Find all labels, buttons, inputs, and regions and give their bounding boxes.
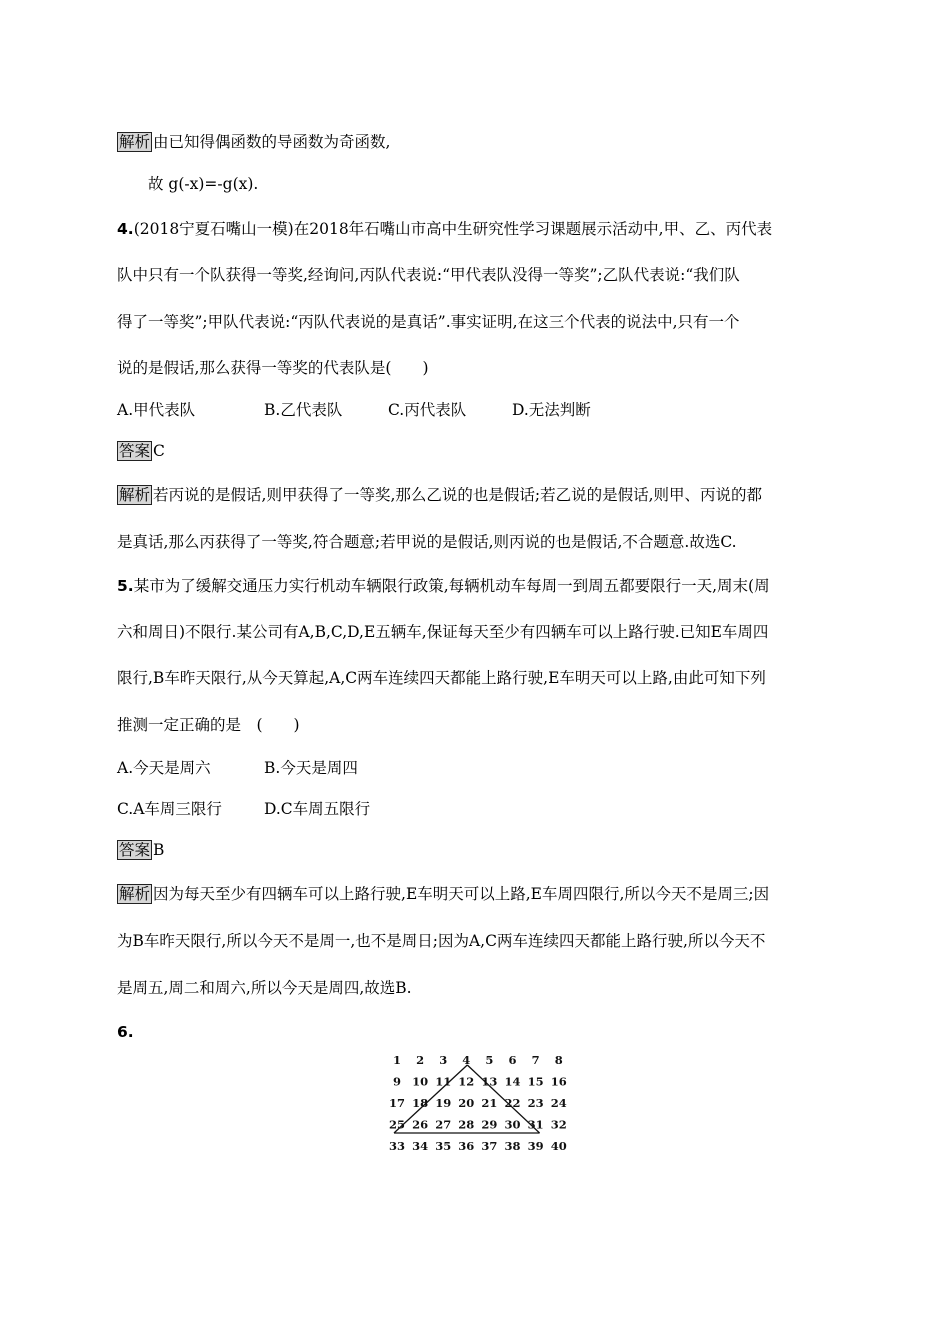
- analysis-tag: 解析: [119, 885, 151, 903]
- q4-line-4: 说的是假话,那么获得一等奖的代表队是( ): [117, 359, 429, 377]
- grid-number: 6: [508, 1053, 517, 1067]
- q6-line: [117, 1022, 134, 1042]
- grid-number: 10: [412, 1074, 429, 1089]
- grid-number: 23: [527, 1096, 544, 1110]
- grid-number: 38: [504, 1139, 521, 1152]
- grid-number: 3: [439, 1053, 448, 1067]
- answer-tag: 答案: [119, 841, 151, 859]
- grid-number: 26: [412, 1117, 429, 1132]
- analysis-tag: 解析: [119, 133, 151, 151]
- q4-analysis-text-1: 若丙说的是假话,则甲获得了一等奖,那么乙说的也是假话;若乙说的是假话,则甲、丙说的都: [153, 486, 763, 504]
- q5-option-b: B.今天是周四: [264, 759, 358, 777]
- grid-number: 15: [527, 1074, 544, 1089]
- q4-answer-line: [117, 441, 165, 461]
- q5-analysis-line-3: 是周五,周二和周六,所以今天是周四,故选B.: [117, 979, 412, 997]
- grid-number: 34: [412, 1139, 429, 1152]
- q4-analysis-line-2: 是真话,那么丙获得了一等奖,符合题意;若甲说的是假话,则丙说的也是假话,不合题意.故选C.: [117, 533, 737, 551]
- q5-line-3: 限行,B车昨天限行,从今天算起,A,C两车连续四天都能上路行驶,E车明天可以上路,由此可知下列: [117, 669, 766, 687]
- grid-number: 24: [550, 1096, 567, 1110]
- q4-text-1: (2018宁夏石嘴山一模)在2018年石嘴山市高中生研究性学习课题展示活动中,甲、乙、丙代表: [133, 220, 773, 238]
- q4-options: [117, 400, 591, 420]
- grid-number: 29: [481, 1117, 498, 1132]
- q5-options-row-1: [117, 758, 358, 778]
- grid-number: 14: [504, 1074, 521, 1089]
- q5-analysis-line-2: 为B车昨天限行,所以今天不是周一,也不是周日;因为A,C两车连续四天都能上路行驶,所以今天不: [117, 932, 766, 950]
- q5-line-4: 推测一定正确的是 ( ): [117, 716, 300, 734]
- number-grid-figure: [381, 1048, 571, 1152]
- grid-number: 8: [554, 1053, 563, 1067]
- grid-number: 35: [435, 1139, 452, 1152]
- number-grid-svg: [381, 1048, 571, 1152]
- grid-number: 18: [412, 1096, 429, 1110]
- q4-number: 4.: [117, 220, 134, 238]
- grid-number: 32: [550, 1117, 567, 1132]
- q5-answer: B: [153, 841, 165, 859]
- grid-number: 4: [462, 1053, 471, 1067]
- q3-analysis-text: 由已知得偶函数的导函数为奇函数,: [153, 133, 391, 151]
- q3-conclusion: 故 g(-x)=-g(x).: [148, 175, 259, 193]
- q5-text-1: 某市为了缓解交通压力实行机动车辆限行政策,每辆机动车每周一到周五都要限行一天,周末(周: [133, 577, 770, 595]
- q4-line-1: [117, 219, 772, 239]
- grid-number: 36: [458, 1139, 475, 1152]
- q4-analysis-line-1: [117, 485, 762, 505]
- q5-analysis-text-1: 因为每天至少有四辆车可以上路行驶,E车明天可以上路,E车周四限行,所以今天不是周三;因: [153, 885, 770, 903]
- q5-option-a: A.今天是周六: [117, 759, 211, 777]
- grid-number: 7: [531, 1053, 540, 1067]
- q4-line-3: 得了一等奖”;甲队代表说:“丙队代表说的是真话”.事实证明,在这三个代表的说法中,只有一个: [117, 313, 740, 331]
- grid-number: 16: [550, 1074, 567, 1089]
- grid-number: 19: [435, 1096, 452, 1110]
- q6-number: 6.: [117, 1023, 134, 1041]
- q5-option-d: D.C车周五限行: [264, 800, 371, 818]
- grid-number: 11: [435, 1074, 452, 1089]
- q5-line-1: [117, 576, 770, 596]
- q4-answer: C: [153, 442, 165, 460]
- grid-number: 13: [481, 1074, 498, 1089]
- grid-number: 27: [435, 1117, 452, 1132]
- grid-number: 37: [481, 1139, 498, 1152]
- q4-option-d: D.无法判断: [512, 401, 591, 419]
- q5-option-c: C.A车周三限行: [117, 800, 222, 818]
- q5-line-2: 六和周日)不限行.某公司有A,B,C,D,E五辆车,保证每天至少有四辆车可以上路行驶.已知E车周四: [117, 623, 769, 641]
- q4-line-2: 队中只有一个队获得一等奖,经询问,丙队代表说:“甲代表队没得一等奖”;乙队代表说:“我们队: [117, 266, 740, 284]
- q5-analysis-line-1: [117, 884, 769, 904]
- q5-answer-line: [117, 840, 164, 860]
- grid-number: 17: [388, 1096, 406, 1110]
- grid-number: 40: [550, 1139, 567, 1152]
- grid-number: 9: [392, 1074, 402, 1089]
- q5-options-row-2: [117, 799, 370, 819]
- analysis-tag: 解析: [119, 486, 151, 504]
- grid-number: 22: [504, 1096, 521, 1110]
- grid-number: 30: [504, 1117, 521, 1132]
- answer-tag: 答案: [119, 442, 151, 460]
- grid-number: 2: [416, 1053, 425, 1067]
- q5-number: 5.: [117, 577, 134, 595]
- grid-number: 21: [481, 1096, 498, 1110]
- grid-number: 39: [527, 1139, 544, 1152]
- grid-number: 20: [458, 1096, 475, 1110]
- q4-option-c: C.丙代表队: [388, 401, 467, 419]
- q4-option-b: B.乙代表队: [264, 401, 343, 419]
- grid-number: 5: [485, 1053, 494, 1067]
- grid-number: 31: [527, 1117, 544, 1132]
- grid-number: 12: [458, 1074, 475, 1089]
- grid-number: 1: [392, 1053, 402, 1067]
- grid-number: 33: [388, 1139, 406, 1152]
- q4-option-a: A.甲代表队: [117, 401, 196, 419]
- grid-number: 25: [388, 1117, 406, 1132]
- q3-analysis-line: [117, 132, 390, 152]
- grid-number: 28: [458, 1117, 475, 1132]
